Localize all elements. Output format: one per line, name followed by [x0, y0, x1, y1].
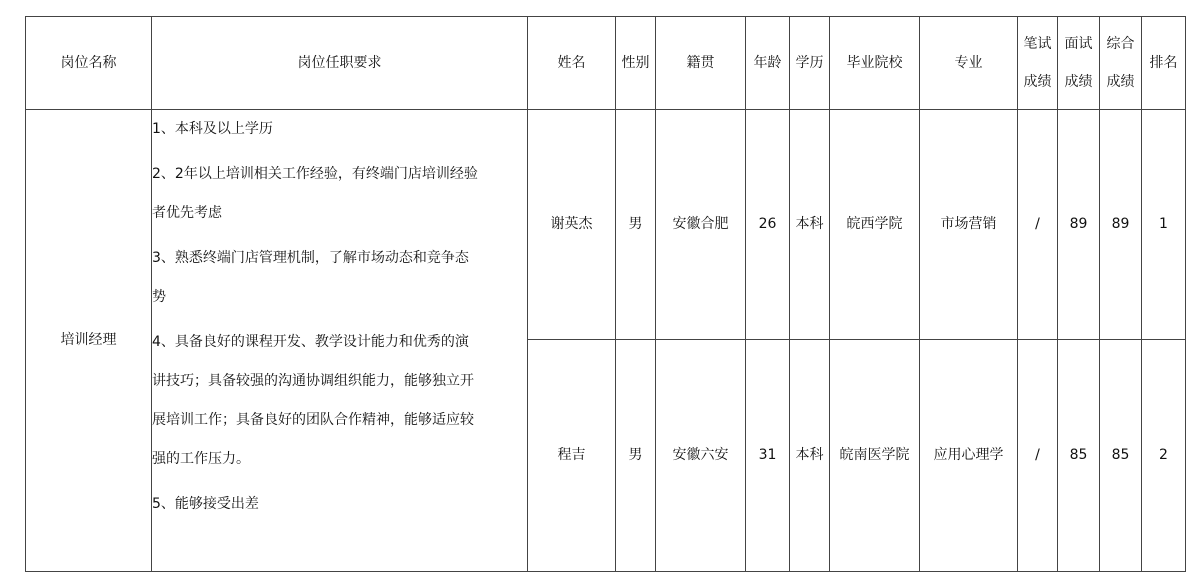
candidate-total-score: 85 — [1100, 340, 1142, 572]
candidate-education: 本科 — [790, 110, 830, 340]
header-name: 姓名 — [528, 17, 616, 110]
candidate-written-score: / — [1018, 110, 1058, 340]
header-position: 岗位名称 — [26, 17, 152, 110]
candidate-rank: 1 — [1142, 110, 1186, 340]
header-requirements: 岗位任职要求 — [152, 17, 528, 110]
header-written-line2: 成绩 — [1023, 74, 1052, 90]
requirement-line: 强的工作压力。 — [152, 451, 250, 467]
candidate-gender: 男 — [616, 340, 656, 572]
candidate-name: 谢英杰 — [528, 110, 616, 340]
header-written-line1: 笔试 — [1023, 36, 1052, 52]
requirement-line: 4、具备良好的课程开发、教学设计能力和优秀的演 — [152, 334, 469, 350]
header-major: 专业 — [920, 17, 1018, 110]
requirement-line: 讲技巧；具备较强的沟通协调组织能力，能够独立开 — [152, 373, 474, 389]
requirement-line: 2、2年以上培训相关工作经验，有终端门店培训经验 — [152, 166, 478, 182]
requirement-line: 5、能够接受出差 — [152, 496, 259, 512]
header-rank: 排名 — [1142, 17, 1186, 110]
candidate-education: 本科 — [790, 340, 830, 572]
header-school: 毕业院校 — [830, 17, 920, 110]
candidate-interview-score: 85 — [1058, 340, 1100, 572]
header-gender: 性别 — [616, 17, 656, 110]
candidate-age: 31 — [746, 340, 790, 572]
candidate-rank: 2 — [1142, 340, 1186, 572]
header-row — [26, 17, 1186, 110]
candidate-native-place: 安徽合肥 — [656, 110, 746, 340]
header-native-place: 籍贯 — [656, 17, 746, 110]
header-education: 学历 — [790, 17, 830, 110]
candidate-major: 应用心理学 — [920, 340, 1018, 572]
header-interview-line2: 成绩 — [1064, 74, 1093, 90]
candidate-written-score: / — [1018, 340, 1058, 572]
candidate-total-score: 89 — [1100, 110, 1142, 340]
header-interview-score — [1058, 17, 1100, 110]
candidate-gender: 男 — [616, 110, 656, 340]
candidate-school: 皖西学院 — [830, 110, 920, 340]
table-row — [26, 110, 1186, 340]
candidate-interview-score: 89 — [1058, 110, 1100, 340]
requirement-line: 者优先考虑 — [152, 205, 222, 221]
candidate-major: 市场营销 — [920, 110, 1018, 340]
header-interview-line1: 面试 — [1064, 36, 1093, 52]
candidate-native-place: 安徽六安 — [656, 340, 746, 572]
candidate-age: 26 — [746, 110, 790, 340]
position-requirements — [152, 110, 528, 572]
requirement-line: 3、熟悉终端门店管理机制，了解市场动态和竞争态 — [152, 250, 469, 266]
header-age: 年龄 — [746, 17, 790, 110]
candidate-school: 皖南医学院 — [830, 340, 920, 572]
requirement-line: 展培训工作；具备良好的团队合作精神，能够适应较 — [152, 412, 474, 428]
candidate-name: 程吉 — [528, 340, 616, 572]
header-written-score — [1018, 17, 1058, 110]
requirement-line: 势 — [152, 289, 166, 305]
header-total-score — [1100, 17, 1142, 110]
requirement-line: 1、本科及以上学历 — [152, 121, 273, 137]
header-total-line1: 综合 — [1106, 36, 1135, 52]
header-total-line2: 成绩 — [1106, 74, 1135, 90]
candidate-results-table — [25, 16, 1186, 572]
position-title: 培训经理 — [26, 110, 152, 572]
